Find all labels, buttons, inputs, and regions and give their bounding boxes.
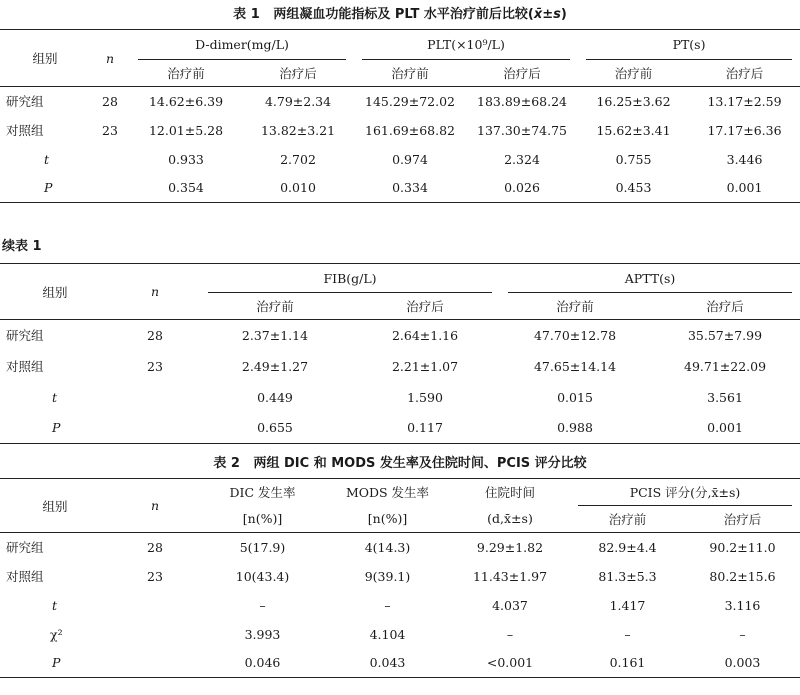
row-label: 对照组 — [6, 123, 44, 138]
row-n — [110, 413, 200, 444]
table1-caption-num: 表 1 — [233, 7, 260, 22]
cell: 0.974 — [392, 151, 428, 167]
table-row — [0, 116, 800, 145]
table2-col-los: 住院时间 — [450, 479, 570, 506]
table2-caption — [0, 455, 800, 473]
row-n: 23 — [147, 358, 163, 374]
cell: 80.2±15.6 — [709, 568, 776, 584]
table-row — [0, 649, 800, 678]
cell: 0.001 — [650, 413, 800, 444]
table2-col-dic-unit: [n(%)] — [200, 506, 325, 533]
table-row — [0, 351, 800, 382]
table1-group-ddimer: D-dimer(mg/L) — [130, 30, 354, 60]
cell: 81.3±5.3 — [598, 568, 657, 584]
cell: 47.65±14.14 — [533, 358, 617, 374]
cell: 0.001 — [689, 174, 800, 203]
cell: 9(39.1) — [364, 568, 411, 584]
row-n: 28 — [147, 539, 163, 555]
table1-cont-sub-header: 治疗前 — [500, 293, 650, 320]
table1-sub-header: 治疗后 — [242, 60, 354, 87]
cell: 1.417 — [609, 597, 646, 613]
cell: <0.001 — [450, 649, 570, 678]
row-n: 28 — [102, 93, 118, 109]
table-row — [0, 174, 800, 203]
table1-cont-sub-header: 治疗前 — [200, 293, 350, 320]
row-label: t — [44, 151, 50, 167]
cell: 183.89±68.24 — [477, 93, 568, 109]
cell: 2.21±1.07 — [391, 358, 459, 374]
table-row — [0, 382, 800, 413]
row-label: t — [52, 597, 58, 613]
table1-cont-sub-header: 治疗后 — [350, 293, 500, 320]
cell: 0.655 — [200, 413, 350, 444]
table1-cont-col-group: 组别 — [0, 264, 110, 320]
row-label: 对照组 — [6, 569, 44, 584]
table1-caption-close: ) — [560, 7, 567, 22]
row-n: 28 — [147, 327, 163, 343]
cell: 0.161 — [570, 649, 685, 678]
cell: 17.17±6.36 — [707, 122, 782, 138]
table-row — [0, 413, 800, 444]
row-n — [90, 145, 130, 174]
cell: 13.17±2.59 — [707, 93, 782, 109]
cell: 35.57±7.99 — [687, 327, 763, 343]
cell: 2.702 — [280, 151, 316, 167]
cell: 2.324 — [504, 151, 540, 167]
cell: 0.046 — [200, 649, 325, 678]
cell: 4(14.3) — [364, 539, 411, 555]
row-label: P — [0, 649, 110, 678]
table2-col-los-unit: (d,x̄±s) — [450, 506, 570, 533]
cell: – — [259, 597, 266, 613]
cell: 5(17.9) — [239, 539, 286, 555]
row-n — [110, 591, 200, 620]
cell: 12.01±5.28 — [148, 122, 224, 138]
table1-cont — [0, 263, 800, 444]
row-n — [110, 620, 200, 649]
table1 — [0, 29, 800, 203]
cell: 0.755 — [615, 151, 652, 167]
table1-caption-stat: x̄±s — [533, 7, 561, 22]
row-n: 23 — [147, 568, 163, 584]
table-row — [0, 320, 800, 351]
table-row — [0, 562, 800, 591]
table2-group-pcis: PCIS 评分(分,x̄±s) — [570, 479, 800, 506]
cell: 0.354 — [130, 174, 242, 203]
cell: 11.43±1.97 — [472, 568, 548, 584]
cell: 49.71±22.09 — [684, 358, 767, 374]
table1-group-pt: PT(s) — [578, 30, 800, 60]
cell: 90.2±11.0 — [709, 539, 776, 555]
cell: 2.64±1.16 — [391, 327, 459, 343]
cell: 9.29±1.82 — [476, 539, 544, 555]
table-row — [0, 145, 800, 174]
table-row — [0, 591, 800, 620]
table-row — [0, 620, 800, 649]
cell: 3.116 — [724, 597, 761, 613]
table1-sub-header: 治疗后 — [689, 60, 800, 87]
table1-caption — [0, 6, 800, 24]
cell: 16.25±3.62 — [596, 93, 671, 109]
cell: 82.9±4.4 — [598, 539, 657, 555]
cell: 2.49±1.27 — [241, 358, 309, 374]
table1-cont-group-fib: FIB(g/L) — [200, 264, 500, 293]
table1-col-group: 组别 — [0, 30, 90, 87]
row-n — [90, 174, 130, 203]
cell: 13.82±3.21 — [260, 122, 336, 138]
table1-col-n: n — [90, 30, 130, 87]
cell: 145.29±72.02 — [365, 93, 456, 109]
cell: 0.988 — [500, 413, 650, 444]
cell: 3.993 — [244, 626, 281, 642]
cell: – — [624, 626, 631, 642]
row-label: P — [0, 413, 110, 444]
table2-sub-header: 治疗后 — [685, 506, 800, 533]
cell: 0.933 — [168, 151, 204, 167]
cell: 2.37±1.14 — [241, 327, 309, 343]
table1-caption-title: 两组凝血功能指标及 PLT 水平治疗前后比较( — [273, 7, 534, 22]
cell: 0.015 — [557, 389, 593, 405]
cell: 4.104 — [369, 626, 406, 642]
table2-col-n: n — [110, 479, 200, 533]
table2-col-mods: MODS 发生率 — [325, 479, 450, 506]
table1-cont-group-aptt: APTT(s) — [500, 264, 800, 293]
row-label: 研究组 — [6, 328, 44, 344]
row-label: 对照组 — [6, 359, 44, 374]
cell: 4.79±2.34 — [264, 93, 332, 109]
table2 — [0, 478, 800, 678]
table-row — [0, 87, 800, 116]
cell: – — [384, 597, 391, 613]
cell: 0.010 — [242, 174, 354, 203]
row-label: 研究组 — [6, 94, 44, 110]
table-row — [0, 533, 800, 562]
table2-col-group: 组别 — [0, 479, 110, 533]
row-label: 研究组 — [6, 540, 44, 556]
cell: 0.043 — [325, 649, 450, 678]
row-label: t — [52, 389, 58, 405]
row-n — [110, 649, 200, 678]
cell: 0.026 — [466, 174, 578, 203]
cell: 0.003 — [685, 649, 800, 678]
cell: 0.453 — [578, 174, 689, 203]
table1-group-plt: PLT(×10⁹/L) — [354, 30, 578, 60]
cell: 47.70±12.78 — [533, 327, 617, 343]
cell: 137.30±74.75 — [477, 122, 568, 138]
table1-sub-header: 治疗前 — [578, 60, 689, 87]
cell: 14.62±6.39 — [148, 93, 224, 109]
table1-cont-caption: 续表 1 — [2, 239, 42, 254]
cell: – — [739, 626, 746, 642]
table1-sub-header: 治疗后 — [466, 60, 578, 87]
cell: 0.117 — [350, 413, 500, 444]
row-n — [110, 382, 200, 413]
row-label: P — [0, 174, 90, 203]
table1-sub-header: 治疗前 — [354, 60, 466, 87]
cell: 4.037 — [492, 597, 528, 613]
cell: 3.446 — [726, 151, 763, 167]
table1-sub-header: 治疗前 — [130, 60, 242, 87]
table1-cont-col-n: n — [110, 264, 200, 320]
cell: 15.62±3.41 — [596, 122, 671, 138]
table1-cont-sub-header: 治疗后 — [650, 293, 800, 320]
cell: 0.334 — [354, 174, 466, 203]
table2-col-dic: DIC 发生率 — [200, 479, 325, 506]
cell: 1.590 — [407, 389, 443, 405]
table2-sub-header: 治疗前 — [570, 506, 685, 533]
cell: 161.69±68.82 — [365, 122, 456, 138]
cell: 10(43.4) — [235, 568, 290, 584]
table2-caption-title: 两组 DIC 和 MODS 发生率及住院时间、PCIS 评分比较 — [253, 456, 587, 471]
table2-caption-num: 表 2 — [213, 456, 240, 471]
cell: – — [506, 626, 514, 642]
table2-col-mods-unit: [n(%)] — [325, 506, 450, 533]
row-label: χ² — [50, 626, 63, 642]
row-n: 23 — [102, 122, 118, 138]
cell: 0.449 — [257, 389, 293, 405]
cell: 3.561 — [707, 389, 743, 405]
